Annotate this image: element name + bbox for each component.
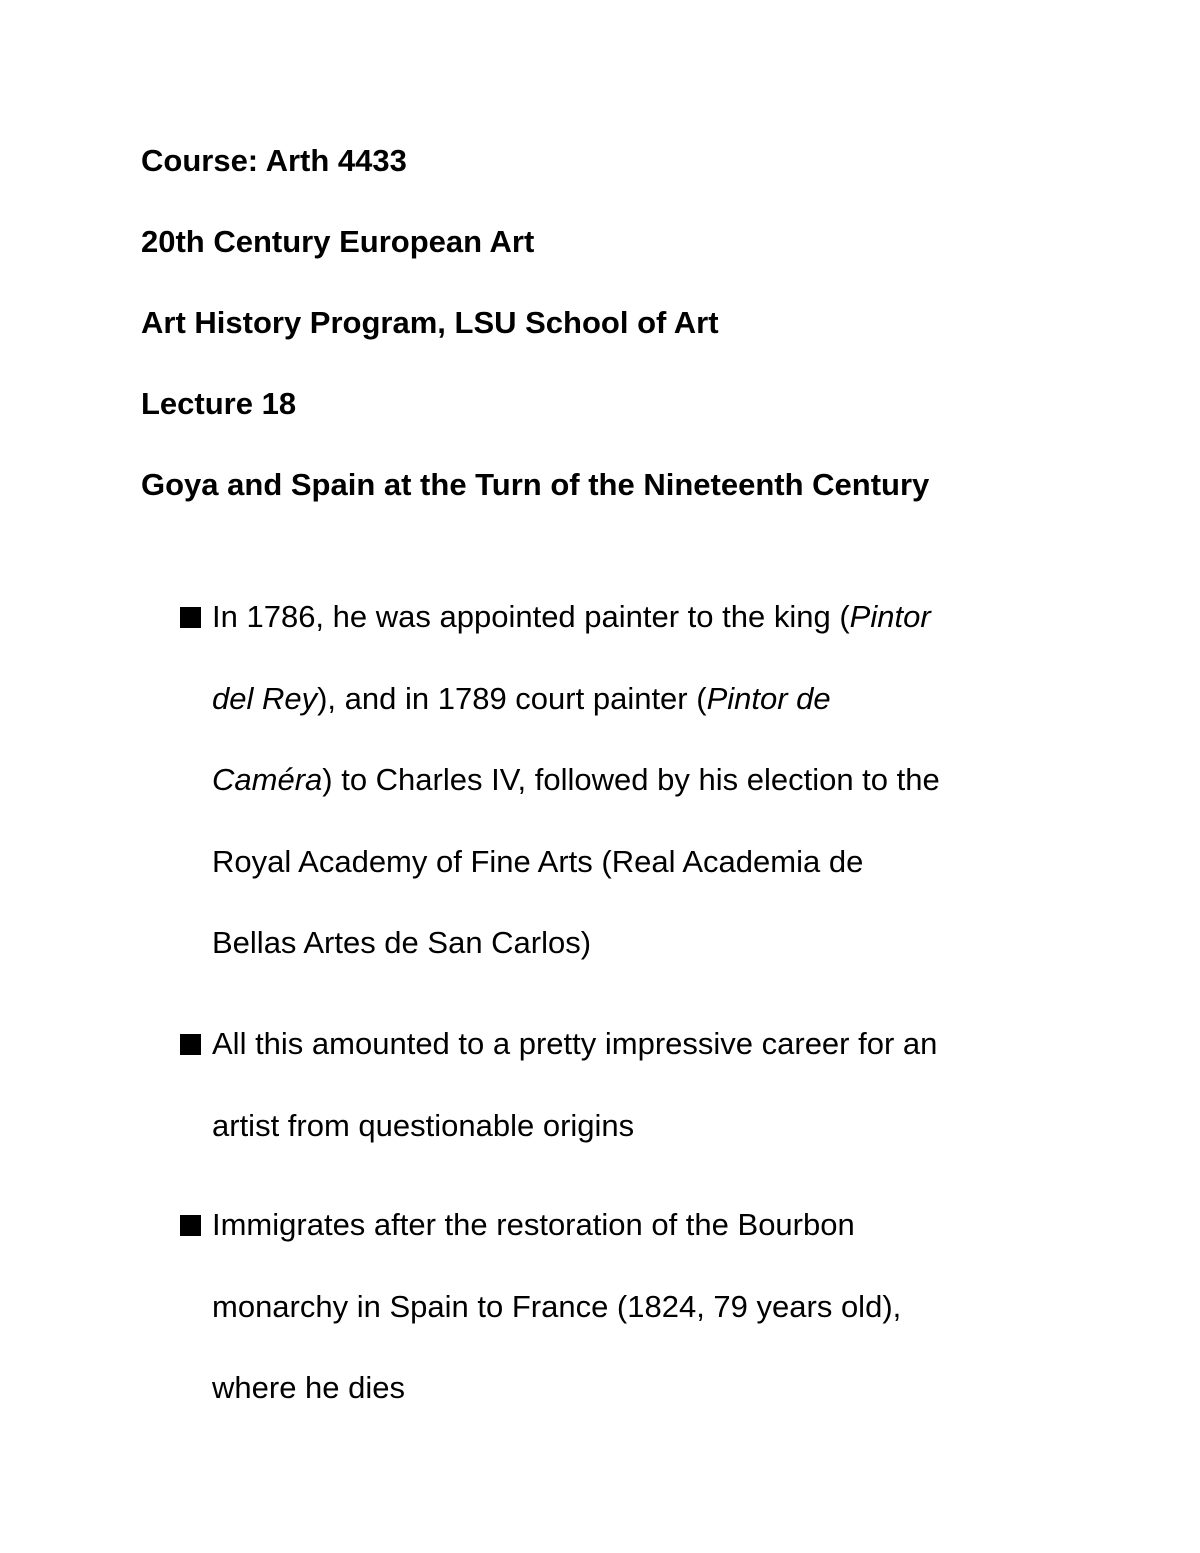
text-line bbox=[212, 576, 1062, 658]
text-line: Royal Academy of Fine Arts (Real Academia de bbox=[212, 843, 864, 879]
text-line: where he dies bbox=[212, 1370, 406, 1405]
bullet-text bbox=[212, 1003, 1062, 1166]
square-bullet-icon bbox=[180, 1215, 201, 1236]
lecture-number: Lecture 18 bbox=[141, 386, 297, 421]
italic-term: Pintor bbox=[849, 599, 931, 634]
italic-term: del Rey bbox=[212, 680, 318, 716]
text-segment: In 1786, he was appointed painter to the king ( bbox=[212, 599, 850, 634]
italic-term: Pintor de bbox=[706, 680, 831, 716]
text-segment: ) to Charles IV, followed by his election to the bbox=[322, 762, 940, 797]
italic-term: Caméra bbox=[212, 762, 323, 797]
bullet-text bbox=[212, 576, 1062, 984]
program-name: Art History Program, LSU School of Art bbox=[141, 305, 719, 340]
text-line: monarchy in Spain to France (1824, 79 years old), bbox=[212, 1288, 902, 1324]
course-title: 20th Century European Art bbox=[141, 224, 535, 259]
bullet-text bbox=[212, 1184, 1062, 1429]
square-bullet-icon bbox=[180, 1034, 201, 1055]
text-line: Immigrates after the restoration of the Bourbon bbox=[212, 1207, 855, 1242]
text-line: Bellas Artes de San Carlos) bbox=[212, 925, 592, 960]
text-line: artist from questionable origins bbox=[212, 1107, 635, 1143]
text-line: All this amounted to a pretty impressive career for an bbox=[212, 1026, 938, 1061]
lecture-topic: Goya and Spain at the Turn of the Nineteenth Century bbox=[141, 467, 930, 502]
course-code: Course: Arth 4433 bbox=[141, 143, 407, 178]
text-line bbox=[212, 658, 1062, 740]
text-segment: ), and in 1789 court painter ( bbox=[317, 680, 707, 716]
text-line bbox=[212, 739, 1062, 821]
square-bullet-icon bbox=[180, 607, 201, 628]
